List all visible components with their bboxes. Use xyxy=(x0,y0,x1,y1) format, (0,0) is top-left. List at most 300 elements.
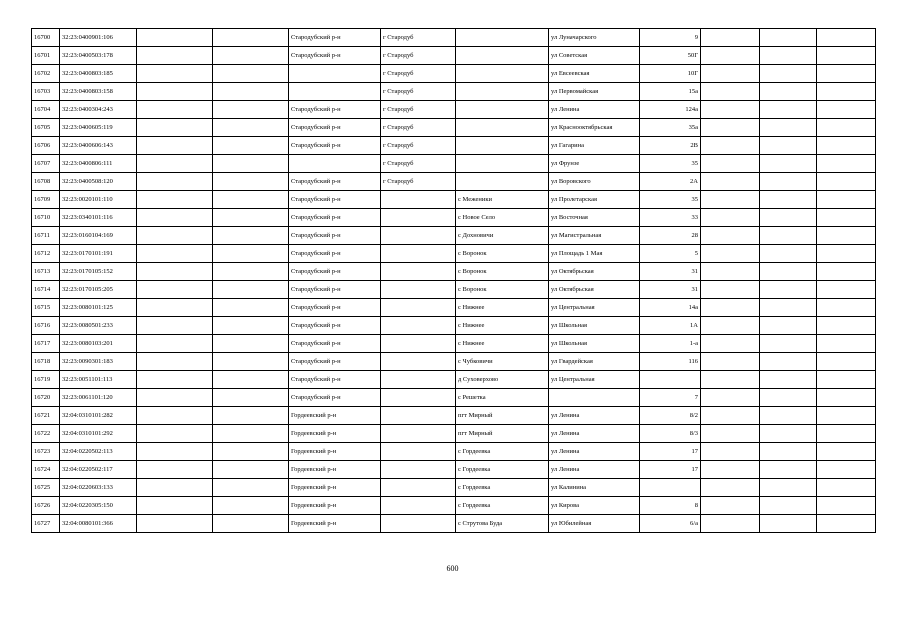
col-12-cell xyxy=(817,137,876,155)
table-row xyxy=(32,137,876,155)
col-12-cell xyxy=(817,389,876,407)
registry-rows xyxy=(32,29,876,533)
col-12-cell xyxy=(817,299,876,317)
col-4-cell xyxy=(213,101,289,119)
settlement-cell: с Новое Село xyxy=(456,209,549,227)
table-row xyxy=(32,47,876,65)
district-cell: Стародубский р-н xyxy=(289,137,381,155)
registry-table xyxy=(31,28,876,533)
page-number: 600 xyxy=(446,564,459,573)
col-12-cell xyxy=(817,83,876,101)
col-3-cell xyxy=(137,479,213,497)
col-11-cell xyxy=(760,191,817,209)
settlement-cell: с Гордеевка xyxy=(456,443,549,461)
table-row xyxy=(32,263,876,281)
cadastral-number-cell: 32:23:0400901:106 xyxy=(60,29,137,47)
district-cell xyxy=(289,83,381,101)
col-3-cell xyxy=(137,425,213,443)
settlement-cell: с Нижнее xyxy=(456,299,549,317)
cadastral-number-cell: 32:23:0160104:169 xyxy=(60,227,137,245)
table-row xyxy=(32,155,876,173)
col-3-cell xyxy=(137,353,213,371)
table-row xyxy=(32,335,876,353)
house-number-cell: 9 xyxy=(640,29,701,47)
col-11-cell xyxy=(760,245,817,263)
house-number-cell: 35 xyxy=(640,155,701,173)
col-12-cell xyxy=(817,317,876,335)
city-cell: г Стародуб xyxy=(381,155,456,173)
settlement-cell: с Меженики xyxy=(456,191,549,209)
col-11-cell xyxy=(760,389,817,407)
col-4-cell xyxy=(213,119,289,137)
district-cell: Стародубский р-н xyxy=(289,299,381,317)
col-10-cell xyxy=(701,353,760,371)
city-cell xyxy=(381,263,456,281)
col-4-cell xyxy=(213,209,289,227)
col-3-cell xyxy=(137,461,213,479)
col-4-cell xyxy=(213,281,289,299)
col-12-cell xyxy=(817,335,876,353)
street-cell: ул Калинина xyxy=(549,479,640,497)
col-10-cell xyxy=(701,461,760,479)
col-12-cell xyxy=(817,281,876,299)
row-number-cell: 16710 xyxy=(32,209,60,227)
col-3-cell xyxy=(137,371,213,389)
cadastral-number-cell: 32:23:0400605:119 xyxy=(60,119,137,137)
table-row xyxy=(32,443,876,461)
table-row xyxy=(32,353,876,371)
house-number-cell: 1А xyxy=(640,317,701,335)
settlement-cell xyxy=(456,155,549,173)
house-number-cell: 2А xyxy=(640,173,701,191)
row-number-cell: 16707 xyxy=(32,155,60,173)
city-cell xyxy=(381,515,456,533)
cadastral-number-cell: 32:04:0310101:292 xyxy=(60,425,137,443)
col-11-cell xyxy=(760,119,817,137)
row-number-cell: 16714 xyxy=(32,281,60,299)
house-number-cell: 1-а xyxy=(640,335,701,353)
district-cell: Стародубский р-н xyxy=(289,245,381,263)
col-11-cell xyxy=(760,479,817,497)
settlement-cell xyxy=(456,47,549,65)
row-number-cell: 16702 xyxy=(32,65,60,83)
cadastral-number-cell: 32:23:0020101:110 xyxy=(60,191,137,209)
settlement-cell: с Нижнее xyxy=(456,335,549,353)
cadastral-number-cell: 32:04:0220603:133 xyxy=(60,479,137,497)
street-cell: ул Гагарина xyxy=(549,137,640,155)
cadastral-number-cell: 32:23:0080103:201 xyxy=(60,335,137,353)
settlement-cell: с Решетка xyxy=(456,389,549,407)
col-3-cell xyxy=(137,317,213,335)
cadastral-number-cell: 32:23:0400304:243 xyxy=(60,101,137,119)
col-4-cell xyxy=(213,299,289,317)
district-cell: Стародубский р-н xyxy=(289,281,381,299)
city-cell xyxy=(381,407,456,425)
city-cell xyxy=(381,353,456,371)
col-10-cell xyxy=(701,263,760,281)
cadastral-number-cell: 32:23:0170105:152 xyxy=(60,263,137,281)
settlement-cell: с Дохновичи xyxy=(456,227,549,245)
settlement-cell xyxy=(456,101,549,119)
district-cell: Стародубский р-н xyxy=(289,227,381,245)
table-row xyxy=(32,209,876,227)
house-number-cell: 10Г xyxy=(640,65,701,83)
house-number-cell: 8 xyxy=(640,497,701,515)
col-4-cell xyxy=(213,191,289,209)
col-11-cell xyxy=(760,101,817,119)
settlement-cell: с Воронок xyxy=(456,281,549,299)
col-12-cell xyxy=(817,497,876,515)
settlement-cell: с Гордеевка xyxy=(456,479,549,497)
table-row xyxy=(32,407,876,425)
district-cell: Гордеевский р-н xyxy=(289,461,381,479)
street-cell: ул Школьная xyxy=(549,317,640,335)
settlement-cell: с Струтова Буда xyxy=(456,515,549,533)
house-number-cell: 8/2 xyxy=(640,407,701,425)
house-number-cell xyxy=(640,479,701,497)
house-number-cell: 7 xyxy=(640,389,701,407)
col-10-cell xyxy=(701,119,760,137)
col-12-cell xyxy=(817,245,876,263)
col-10-cell xyxy=(701,497,760,515)
table-row xyxy=(32,515,876,533)
city-cell: г Стародуб xyxy=(381,83,456,101)
col-12-cell xyxy=(817,353,876,371)
street-cell: ул Октябрьская xyxy=(549,281,640,299)
col-11-cell xyxy=(760,47,817,65)
row-number-cell: 16704 xyxy=(32,101,60,119)
row-number-cell: 16723 xyxy=(32,443,60,461)
street-cell: ул Луначарского xyxy=(549,29,640,47)
col-12-cell xyxy=(817,209,876,227)
settlement-cell: с Гордеевка xyxy=(456,497,549,515)
col-11-cell xyxy=(760,497,817,515)
settlement-cell xyxy=(456,119,549,137)
city-cell xyxy=(381,335,456,353)
col-11-cell xyxy=(760,65,817,83)
table-row xyxy=(32,101,876,119)
house-number-cell xyxy=(640,371,701,389)
row-number-cell: 16719 xyxy=(32,371,60,389)
col-10-cell xyxy=(701,47,760,65)
col-12-cell xyxy=(817,47,876,65)
district-cell: Стародубский р-н xyxy=(289,191,381,209)
settlement-cell: пгт Мирный xyxy=(456,425,549,443)
settlement-cell: с Нижнее xyxy=(456,317,549,335)
cadastral-number-cell: 32:04:0310101:282 xyxy=(60,407,137,425)
col-3-cell xyxy=(137,191,213,209)
house-number-cell: 8/3 xyxy=(640,425,701,443)
table-row xyxy=(32,479,876,497)
house-number-cell: 31 xyxy=(640,263,701,281)
district-cell: Стародубский р-н xyxy=(289,353,381,371)
col-10-cell xyxy=(701,101,760,119)
row-number-cell: 16722 xyxy=(32,425,60,443)
col-11-cell xyxy=(760,515,817,533)
col-11-cell xyxy=(760,353,817,371)
city-cell: г Стародуб xyxy=(381,29,456,47)
city-cell xyxy=(381,371,456,389)
col-4-cell xyxy=(213,389,289,407)
settlement-cell: с Воронок xyxy=(456,263,549,281)
col-12-cell xyxy=(817,191,876,209)
district-cell: Стародубский р-н xyxy=(289,371,381,389)
settlement-cell: д Суховерхово xyxy=(456,371,549,389)
table-row xyxy=(32,461,876,479)
city-cell: г Стародуб xyxy=(381,47,456,65)
col-4-cell xyxy=(213,263,289,281)
city-cell: г Стародуб xyxy=(381,173,456,191)
cadastral-number-cell: 32:23:0080101:125 xyxy=(60,299,137,317)
house-number-cell: 14а xyxy=(640,299,701,317)
col-11-cell xyxy=(760,29,817,47)
col-10-cell xyxy=(701,29,760,47)
street-cell: ул Ленина xyxy=(549,101,640,119)
cadastral-number-cell: 32:04:0220502:113 xyxy=(60,443,137,461)
col-11-cell xyxy=(760,173,817,191)
col-12-cell xyxy=(817,263,876,281)
street-cell: ул Красноoктябрьская xyxy=(549,119,640,137)
settlement-cell: пгт Мирный xyxy=(456,407,549,425)
street-cell: ул Воровского xyxy=(549,173,640,191)
col-3-cell xyxy=(137,83,213,101)
district-cell xyxy=(289,155,381,173)
district-cell: Стародубский р-н xyxy=(289,47,381,65)
cadastral-number-cell: 32:23:0061101:120 xyxy=(60,389,137,407)
col-11-cell xyxy=(760,443,817,461)
street-cell: ул Площадь 1 Мая xyxy=(549,245,640,263)
col-11-cell xyxy=(760,371,817,389)
col-3-cell xyxy=(137,155,213,173)
col-11-cell xyxy=(760,263,817,281)
col-12-cell xyxy=(817,227,876,245)
table-row xyxy=(32,65,876,83)
table-row xyxy=(32,425,876,443)
col-3-cell xyxy=(137,443,213,461)
row-number-cell: 16706 xyxy=(32,137,60,155)
house-number-cell: 124а xyxy=(640,101,701,119)
row-number-cell: 16711 xyxy=(32,227,60,245)
street-cell: ул Первомайская xyxy=(549,83,640,101)
district-cell: Стародубский р-н xyxy=(289,389,381,407)
col-4-cell xyxy=(213,353,289,371)
table-row xyxy=(32,119,876,137)
col-12-cell xyxy=(817,371,876,389)
district-cell: Гордеевский р-н xyxy=(289,515,381,533)
col-3-cell xyxy=(137,173,213,191)
city-cell xyxy=(381,209,456,227)
district-cell: Стародубский р-н xyxy=(289,209,381,227)
house-number-cell: 31 xyxy=(640,281,701,299)
col-3-cell xyxy=(137,119,213,137)
table-row xyxy=(32,281,876,299)
row-number-cell: 16720 xyxy=(32,389,60,407)
col-3-cell xyxy=(137,407,213,425)
district-cell: Стародубский р-н xyxy=(289,263,381,281)
city-cell xyxy=(381,317,456,335)
col-11-cell xyxy=(760,299,817,317)
col-11-cell xyxy=(760,425,817,443)
col-10-cell xyxy=(701,227,760,245)
city-cell xyxy=(381,425,456,443)
table-row xyxy=(32,173,876,191)
col-12-cell xyxy=(817,101,876,119)
street-cell: ул Восточная xyxy=(549,209,640,227)
street-cell: ул Центральная xyxy=(549,371,640,389)
col-4-cell xyxy=(213,515,289,533)
city-cell xyxy=(381,245,456,263)
street-cell: ул Советская xyxy=(549,47,640,65)
table-row xyxy=(32,299,876,317)
col-3-cell xyxy=(137,335,213,353)
col-10-cell xyxy=(701,173,760,191)
city-cell xyxy=(381,227,456,245)
col-10-cell xyxy=(701,281,760,299)
cadastral-number-cell: 32:23:0170101:191 xyxy=(60,245,137,263)
row-number-cell: 16727 xyxy=(32,515,60,533)
street-cell: ул Гвардейская xyxy=(549,353,640,371)
house-number-cell: 15а xyxy=(640,83,701,101)
street-cell: ул Ленина xyxy=(549,461,640,479)
house-number-cell: 17 xyxy=(640,443,701,461)
col-10-cell xyxy=(701,65,760,83)
street-cell: ул Фрунзе xyxy=(549,155,640,173)
district-cell: Гордеевский р-н xyxy=(289,497,381,515)
col-10-cell xyxy=(701,245,760,263)
settlement-cell xyxy=(456,173,549,191)
city-cell: г Стародуб xyxy=(381,119,456,137)
col-12-cell xyxy=(817,515,876,533)
col-4-cell xyxy=(213,425,289,443)
house-number-cell: 33 xyxy=(640,209,701,227)
table-row xyxy=(32,371,876,389)
col-10-cell xyxy=(701,425,760,443)
row-number-cell: 16712 xyxy=(32,245,60,263)
cadastral-number-cell: 32:04:0080101:366 xyxy=(60,515,137,533)
settlement-cell xyxy=(456,83,549,101)
house-number-cell: 50Г xyxy=(640,47,701,65)
col-10-cell xyxy=(701,299,760,317)
district-cell: Стародубский р-н xyxy=(289,173,381,191)
col-12-cell xyxy=(817,461,876,479)
cadastral-number-cell: 32:23:0340101:116 xyxy=(60,209,137,227)
col-4-cell xyxy=(213,155,289,173)
col-3-cell xyxy=(137,227,213,245)
city-cell xyxy=(381,443,456,461)
district-cell: Стародубский р-н xyxy=(289,29,381,47)
district-cell xyxy=(289,65,381,83)
street-cell: ул Магистральная xyxy=(549,227,640,245)
col-10-cell xyxy=(701,191,760,209)
house-number-cell: 5 xyxy=(640,245,701,263)
col-4-cell xyxy=(213,227,289,245)
row-number-cell: 16713 xyxy=(32,263,60,281)
col-10-cell xyxy=(701,389,760,407)
street-cell: ул Кирова xyxy=(549,497,640,515)
col-11-cell xyxy=(760,461,817,479)
col-3-cell xyxy=(137,515,213,533)
col-12-cell xyxy=(817,173,876,191)
table-row xyxy=(32,29,876,47)
table-row xyxy=(32,191,876,209)
col-10-cell xyxy=(701,335,760,353)
table-row xyxy=(32,317,876,335)
house-number-cell: 35 xyxy=(640,191,701,209)
col-4-cell xyxy=(213,461,289,479)
col-12-cell xyxy=(817,407,876,425)
cadastral-number-cell: 32:23:0090301:183 xyxy=(60,353,137,371)
cadastral-number-cell: 32:23:0170105:205 xyxy=(60,281,137,299)
col-4-cell xyxy=(213,65,289,83)
col-11-cell xyxy=(760,83,817,101)
col-4-cell xyxy=(213,497,289,515)
col-3-cell xyxy=(137,209,213,227)
district-cell: Гордеевский р-н xyxy=(289,479,381,497)
row-number-cell: 16715 xyxy=(32,299,60,317)
row-number-cell: 16708 xyxy=(32,173,60,191)
col-3-cell xyxy=(137,299,213,317)
row-number-cell: 16705 xyxy=(32,119,60,137)
row-number-cell: 16718 xyxy=(32,353,60,371)
col-3-cell xyxy=(137,29,213,47)
col-4-cell xyxy=(213,317,289,335)
col-11-cell xyxy=(760,407,817,425)
row-number-cell: 16716 xyxy=(32,317,60,335)
col-12-cell xyxy=(817,479,876,497)
cadastral-number-cell: 32:23:0400508:120 xyxy=(60,173,137,191)
cadastral-number-cell: 32:23:0400806:111 xyxy=(60,155,137,173)
col-4-cell xyxy=(213,83,289,101)
col-10-cell xyxy=(701,137,760,155)
row-number-cell: 16709 xyxy=(32,191,60,209)
col-4-cell xyxy=(213,443,289,461)
street-cell: ул Юбилейная xyxy=(549,515,640,533)
row-number-cell: 16724 xyxy=(32,461,60,479)
cadastral-number-cell: 32:23:0400606:143 xyxy=(60,137,137,155)
house-number-cell: 116 xyxy=(640,353,701,371)
street-cell: ул Пролетарская xyxy=(549,191,640,209)
col-11-cell xyxy=(760,155,817,173)
row-number-cell: 16721 xyxy=(32,407,60,425)
district-cell: Стародубский р-н xyxy=(289,335,381,353)
col-11-cell xyxy=(760,227,817,245)
city-cell xyxy=(381,191,456,209)
district-cell: Гордеевский р-н xyxy=(289,407,381,425)
house-number-cell: 17 xyxy=(640,461,701,479)
city-cell xyxy=(381,281,456,299)
city-cell xyxy=(381,461,456,479)
col-3-cell xyxy=(137,263,213,281)
table-row xyxy=(32,389,876,407)
district-cell: Стародубский р-н xyxy=(289,119,381,137)
street-cell: ул Ленина xyxy=(549,425,640,443)
district-cell: Стародубский р-н xyxy=(289,317,381,335)
col-3-cell xyxy=(137,137,213,155)
col-4-cell xyxy=(213,335,289,353)
col-10-cell xyxy=(701,317,760,335)
col-12-cell xyxy=(817,155,876,173)
col-11-cell xyxy=(760,281,817,299)
cadastral-number-cell: 32:23:0400803:185 xyxy=(60,65,137,83)
city-cell xyxy=(381,479,456,497)
col-4-cell xyxy=(213,47,289,65)
street-cell: ул Октябрьская xyxy=(549,263,640,281)
col-12-cell xyxy=(817,119,876,137)
col-10-cell xyxy=(701,407,760,425)
col-12-cell xyxy=(817,425,876,443)
col-3-cell xyxy=(137,65,213,83)
table-row xyxy=(32,227,876,245)
